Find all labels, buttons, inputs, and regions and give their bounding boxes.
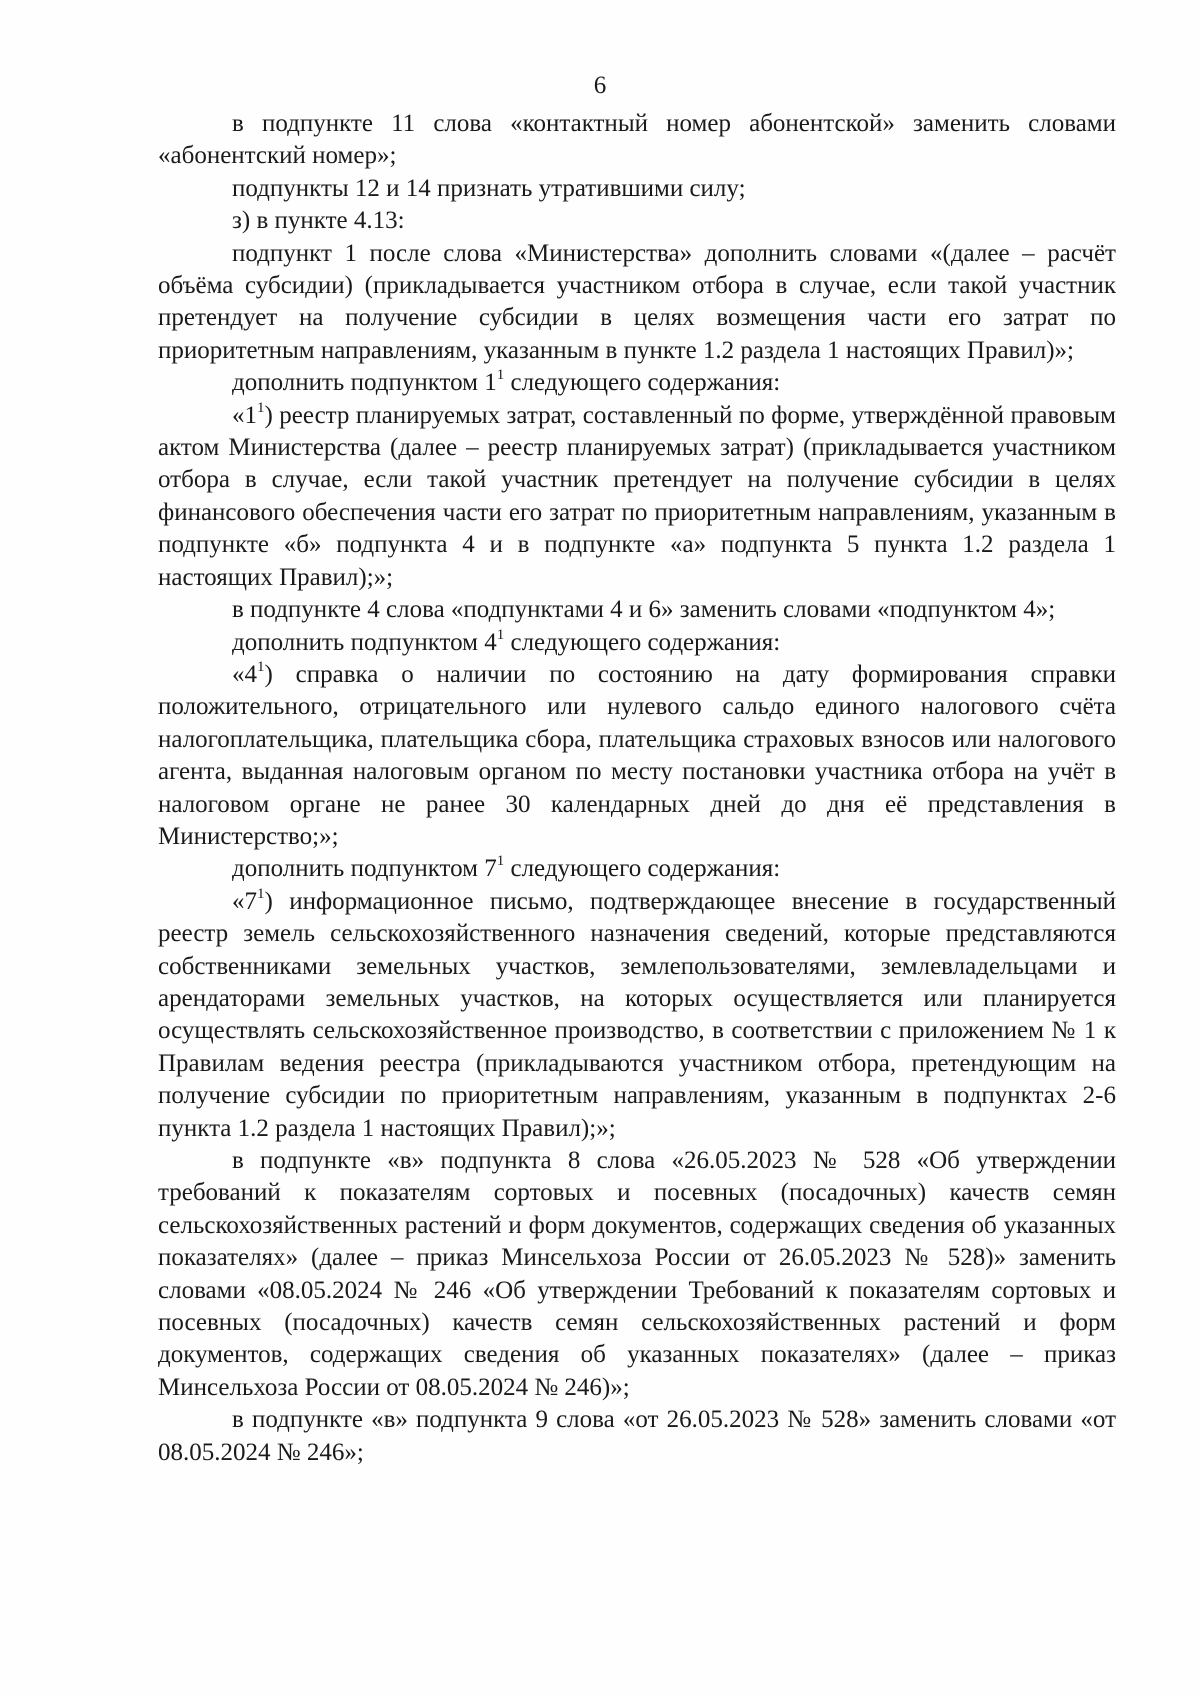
paragraph-text: дополнить подпунктом 1 [232,369,497,397]
paragraph-text: ) справка о наличии по состоянию на дату формирования справки положительного, отрицательного или нулевого сальдо единого налогового счёта налогоплательщика, плательщика сбора, плательщика страховых взносов или налогового агента, выданная налоговым органом по месту постановки участника отбора на учёт в налоговом органе не ранее 30 календарных дней до дня её представления в Министерство;»; [158,660,1116,850]
superscript: 1 [496,367,505,384]
superscript: 1 [257,658,265,675]
paragraph-text: в подпункте 11 слова «контактный номер абонентской» заменить словами «абонентский номер»; [158,110,1116,170]
paragraph-text: «7 [232,887,257,915]
document-body [158,108,1116,1469]
paragraph [158,1404,1116,1469]
paragraph-text: в подпункте «в» подпункта 9 слова «от 26.05.2023 № 528» заменить словами «от 08.05.2024 № 246»; [158,1406,1116,1466]
paragraph [158,886,1116,1145]
paragraph [158,659,1116,853]
paragraph [158,367,1116,399]
page-number: 6 [593,72,607,99]
superscript: 1 [257,885,265,902]
paragraph-text: з) в пункте 4.13: [232,207,405,235]
paragraph [158,853,1116,885]
paragraph-text: подпункт 1 после слова «Министерства» дополнить словами «(далее – расчёт объёма субсидии) (прикладывается участником отбора в случае, если такой участник претендует на получение субсидии в целях возмещения части его затрат по приоритетным направлениям, указанным в пункте 1.2 раздела 1 настоящих Правил)»; [158,239,1116,364]
paragraph [158,205,1116,237]
superscript: 1 [496,853,505,870]
paragraph-text: дополнить подпунктом 4 [232,628,497,656]
superscript: 1 [496,626,505,643]
paragraph-text: ) информационное письмо, подтверждающее внесение в государственный реестр земель сельскохозяйственного назначения сведений, которые представляются собственниками земельных участков, землепользователями, землевладельцами и арендаторами земельных участков, на которых осуществляется или планируется осуществлять сельскохозяйственное производство, в соответствии с приложением № 1 к Правилам ведения реестра (прикладываются участником отбора, претендующим на получение субсидии по приоритетным направлениям, указанным в подпунктах 2-6 пункта 1.2 раздела 1 настоящих Правил);»; [158,887,1116,1142]
paragraph [158,173,1116,205]
paragraph-text: следующего содержания: [504,628,781,656]
paragraph [158,627,1116,659]
paragraph-text: в подпункте 4 слова «подпунктами 4 и 6» заменить словами «подпунктом 4»; [232,596,1056,624]
paragraph-text: ) реестр планируемых затрат, составленный по форме, утверждённой правовым актом Министерства (далее – реестр планируемых затрат) (прикладывается участником отбора в случае, если такой участник претендует на получение субсидии в целях финансового обеспечения части его затрат по приоритетным направлениям, указанным в подпункте «б» подпункта 4 и в подпункте «а» подпункта 5 пункта 1.2 раздела 1 настоящих Правил);»; [158,401,1116,591]
paragraph [158,238,1116,368]
paragraph-text: дополнить подпунктом 7 [232,855,497,883]
paragraph [158,594,1116,626]
paragraph [158,400,1116,594]
paragraph-text: подпункты 12 и 14 признать утратившими силу; [232,174,746,202]
paragraph [158,1145,1116,1404]
paragraph-text: «4 [232,660,257,688]
paragraph [158,108,1116,173]
paragraph-text: «1 [232,401,257,429]
paragraph-text: следующего содержания: [504,855,781,883]
paragraph-text: в подпункте «в» подпункта 8 слова «26.05.2023 № 528 «Об утверждении требований к показателям сортовых и посевных (посадочных) качеств семян сельскохозяйственных растений и форм документов, содержащих сведения об указанных показателях» (далее – приказ Минсельхоза России от 26.05.2023 № 528)» заменить словами «08.05.2024 № 246 «Об утверждении Требований к показателям сортовых и посевных (посадочных) качеств семян сельскохозяйственных растений и форм документов, содержащих сведения об указанных показателях» (далее – приказ Минсельхоза России от 08.05.2024 № 246)»; [158,1147,1116,1401]
paragraph-text: следующего содержания: [504,369,781,397]
superscript: 1 [257,399,265,416]
